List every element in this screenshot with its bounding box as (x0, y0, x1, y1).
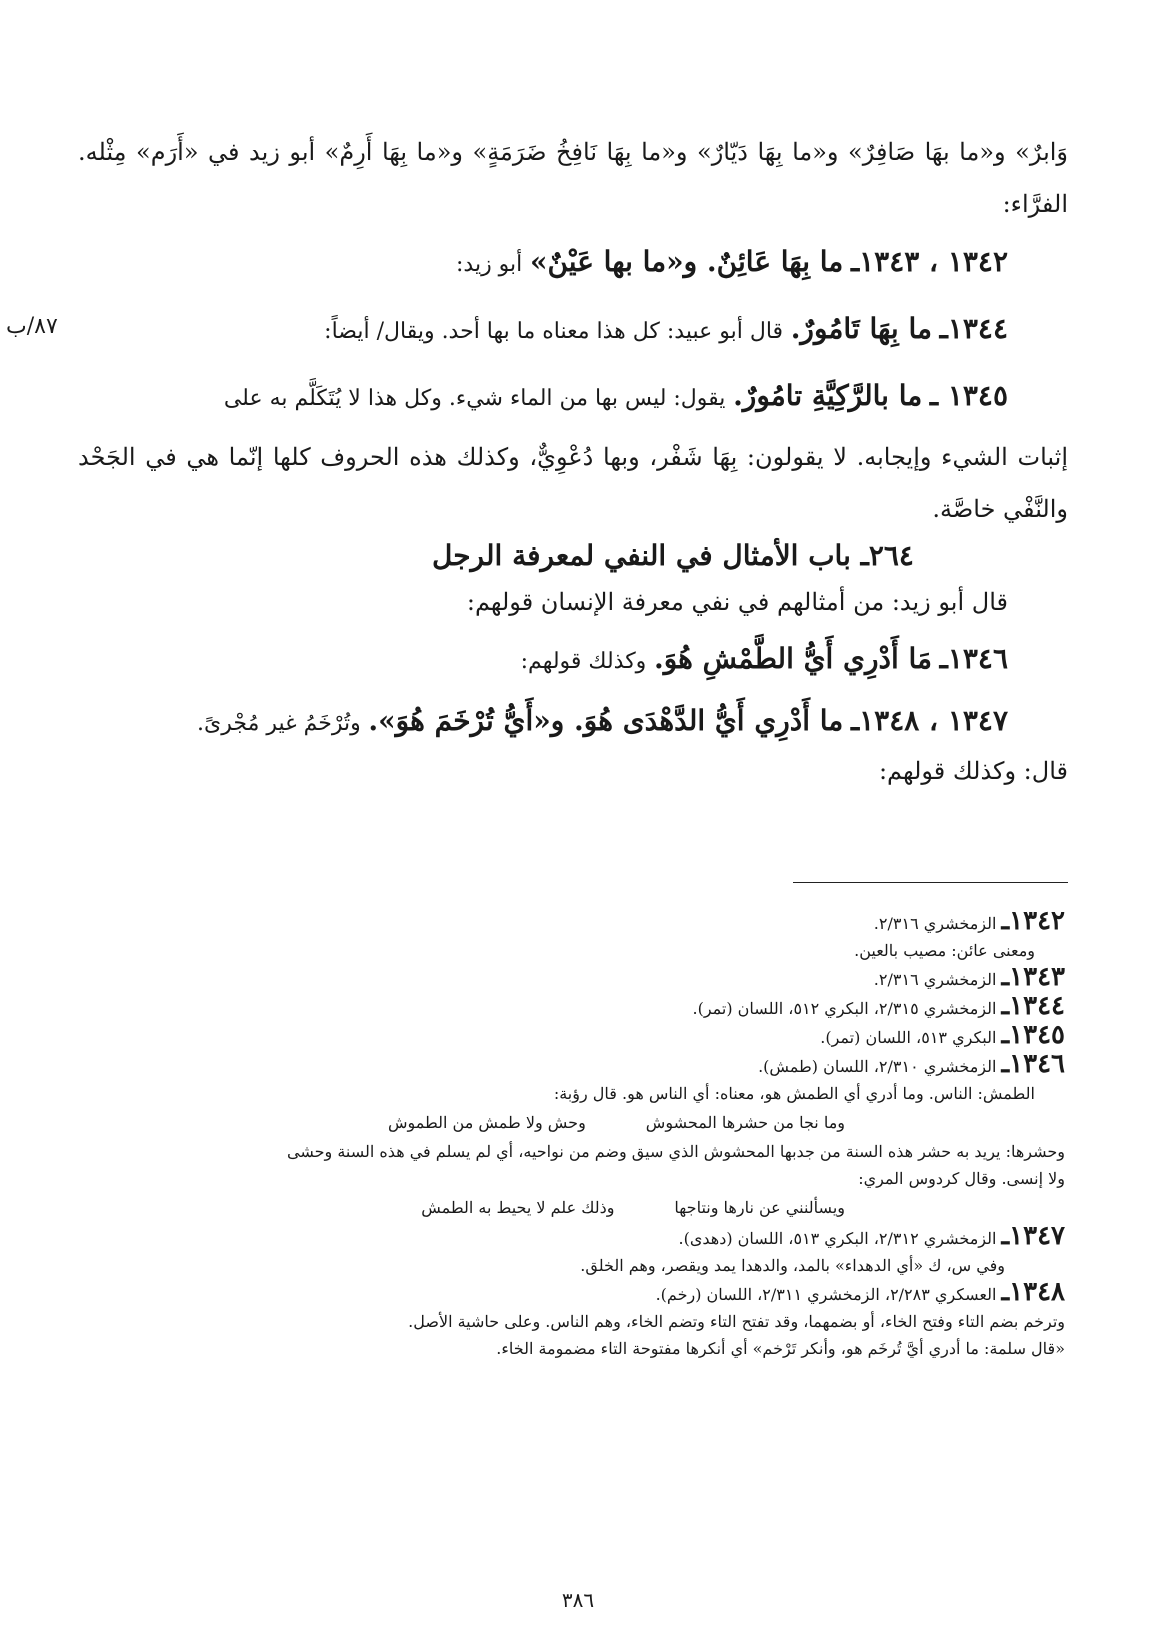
footnote-text: الزمخشري ٢/٣١٢، البكري ٥١٣، اللسان (دهدى). (678, 1229, 997, 1248)
verse-hemistich: ويسألنني عن نارها ونتاجها (674, 1198, 845, 1217)
footnote-gloss: وترخم بضم التاء وفتح الخاء، أو بضمهما، وقد تفتح التاء وتضم الخاء، وهم الناس. وعلى حاشية الأصل. (408, 1312, 1065, 1331)
chapter-heading: ٢٦٤ـ باب الأمثال في النفي لمعرفة الرجل (432, 539, 914, 572)
entry-number: ١٣٤٦ـ (939, 642, 1008, 675)
footnote-1347 (130, 1223, 1065, 1252)
verse-hemistich: وما نجا من حشرها المحشوش (645, 1113, 845, 1132)
entry-phrase: ما بِهَا تَامُورٌ. (790, 312, 932, 345)
footnote-text: الزمخشري ٢/٣١٠، اللسان (طمش). (758, 1057, 997, 1076)
footnote-1346 (130, 1051, 1065, 1080)
verse-line (130, 1194, 1065, 1221)
footnote-number: ١٣٤٣ـ (1001, 962, 1065, 992)
footnote-number: ١٣٤٨ـ (1001, 1277, 1065, 1307)
entry-1342-1343 (78, 230, 1068, 297)
entry-1346 (78, 627, 1068, 694)
footnote-text: البكري ٥١٣، اللسان (تمر). (820, 1028, 997, 1047)
footnote-text: الزمخشري ٢/٣١٥، البكري ٥١٢، اللسان (تمر). (692, 999, 997, 1018)
intro-line: وَابرٌ» و«ما بهَا صَافِرٌ» و«ما بِهَا دَيّارٌ» و«ما بِهَا نَافِخُ ضَرَمَةٍ» و«ما بِهَا أَرِمٌ» أبو زيد في «أَرَم» مِثْله. الفرَّاء: (78, 138, 1068, 218)
verse-line (130, 1109, 1065, 1136)
continuation-paragraph: إثبات الشيء وإيجابه. لا يقولون: بِهَا شَفْر، وبها دُعْوِيٌّ، وكذلك هذه الحروف كلها إنّما هي في الجَحْد والنَّفْي خاصَّة. (78, 443, 1068, 523)
footnote-1343 (130, 964, 1065, 993)
entry-phrase: ما أَدْرِي أَيُّ الدَّهْدَى هُوَ. و«أَيُّ تُرْخَمَ هُوَ». (368, 704, 844, 737)
verse-hemistich: وذلك علم لا يحيط به الطمش (421, 1198, 615, 1217)
footnote-separator (793, 882, 1068, 883)
footnote-number: ١٣٤٤ـ (1001, 991, 1065, 1021)
page-number: ٣٨٦ (561, 1588, 595, 1612)
entry-commentary: وكذلك قولهم: (520, 649, 647, 674)
entry-1345 (78, 364, 1068, 431)
footnote-number: ١٣٤٢ـ (1001, 906, 1065, 936)
main-text (78, 126, 1068, 791)
footnote-text: الزمخشري ٢/٣١٦. (873, 970, 997, 989)
entry-number: ١٣٤٢ ، ١٣٤٣ـ (850, 245, 1008, 278)
footnote-gloss: وفي س، ك «أي الدهداء» بالمد، والدهدا يمد ويقصر، وهم الخلق. (580, 1256, 1005, 1275)
footnote-text: الزمخشري ٢/٣١٦. (873, 914, 997, 933)
chapter-intro: قال أبو زيد: من أمثالهم في نفي معرفة الإنسان قولهم: (466, 588, 1008, 616)
closing-line: قال: وكذلك قولهم: (878, 757, 1068, 785)
entry-number: ١٣٤٥ ـ (929, 379, 1008, 412)
entry-1344 (78, 297, 1068, 364)
footnote-1348 (130, 1279, 1065, 1308)
footnote-gloss: وحشرها: يريد به حشر هذه السنة من جدبها المحشوش الذي سيق وضم من نواحيه، أي لم يسلم في هذه السنة وحشى (287, 1142, 1065, 1161)
entry-commentary: يقول: ليس بها من الماء شيء. وكل هذا لا يُتَكَلَّم به على (223, 386, 726, 411)
footnote-1344 (130, 993, 1065, 1022)
footnote-gloss: ولا إنسى. وقال كردوس المري: (858, 1169, 1065, 1188)
footnote-gloss: الطمش: الناس. وما أدري أي الطمش هو، معناه: أي الناس هو. قال رؤبة: (553, 1084, 1035, 1103)
footnote-1345 (130, 1022, 1065, 1051)
entry-commentary: وتُرْخَمُ غير مُجْرىً. (197, 711, 361, 736)
entry-number: ١٣٤٤ـ (939, 312, 1008, 345)
margin-folio-note: ٨٧/ب (6, 314, 58, 339)
entry-commentary: قال أبو عبيد: كل هذا معناه ما بها أحد. ويقال/ أيضاً: (324, 319, 784, 344)
entry-commentary: أبو زيد: (455, 252, 523, 277)
entry-1347-1348 (78, 694, 1068, 751)
footnote-number: ١٣٤٥ـ (1001, 1020, 1065, 1050)
entry-phrase: مَا أَدْرِي أَيُّ الطَّمْشِ هُوَ. (653, 642, 932, 675)
footnote-gloss: «قال سلمة: ما أدري أيَّ تُرخَم هو، وأنكر تَرْخم» أي أنكرها مفتوحة التاء مضمومة الخاء. (496, 1339, 1065, 1358)
footnote-number: ١٣٤٧ـ (1001, 1221, 1065, 1251)
footnote-number: ١٣٤٦ـ (1001, 1049, 1065, 1079)
entry-phrase: ما بالرَّكِيَّةِ تامُورٌ. (733, 379, 923, 412)
entry-phrase: ما بِهَا عَائِنٌ. و«ما بها عَيْنٌ» (529, 245, 844, 278)
verse-hemistich: وحش ولا طمش من الطموش (387, 1113, 586, 1132)
footnote-1342 (130, 908, 1065, 937)
footnote-text: العسكري ٢/٢٨٣، الزمخشري ٢/٣١١، اللسان (رخم). (655, 1285, 997, 1304)
footnotes (130, 908, 1065, 1362)
entry-number: ١٣٤٧ ، ١٣٤٨ـ (850, 704, 1008, 737)
footnote-gloss: ومعنى عائن: مصيب بالعين. (854, 941, 1035, 960)
